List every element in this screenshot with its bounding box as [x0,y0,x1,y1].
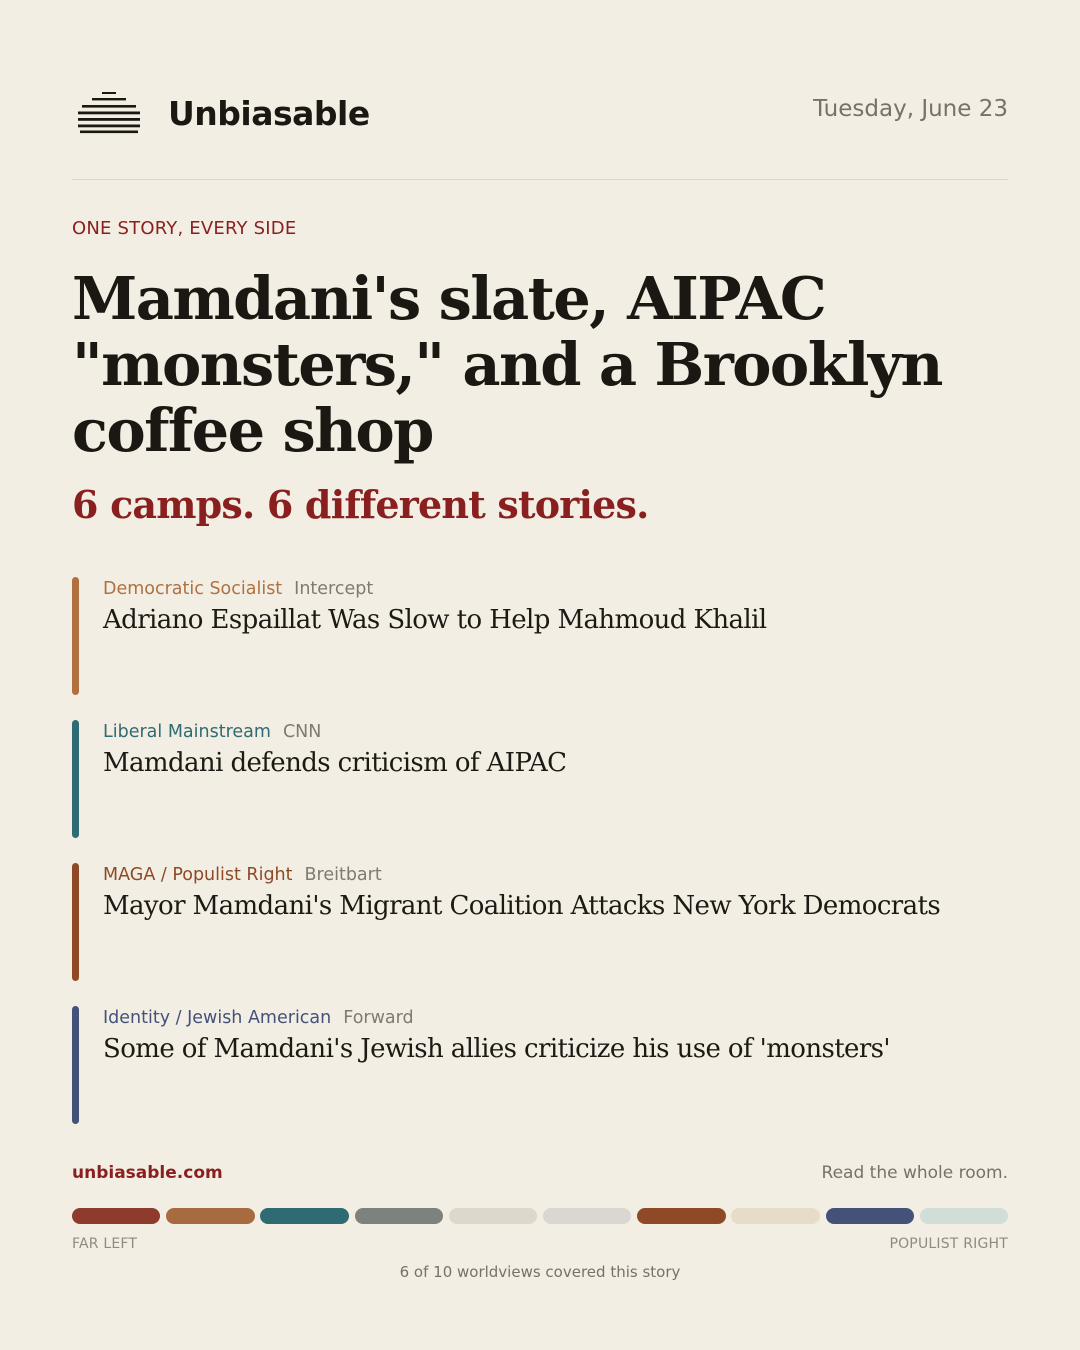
spectrum-left-label: FAR LEFT [72,1236,138,1252]
source-label: Breitbart [304,865,382,885]
spectrum-segment [355,1208,443,1224]
spectrum-segment [920,1208,1008,1224]
camp-label: MAGA / Populist Right [103,865,293,885]
headline: Mamdani's slate, AIPAC "monsters," and a Brooklyn coffee shop [72,264,942,465]
spectrum-segment [449,1208,537,1224]
camp-color-bar [72,863,79,981]
source-label: Forward [343,1008,414,1028]
header [72,88,1008,138]
source-label: CNN [282,722,322,742]
story-title[interactable]: Mayor Mamdani's Migrant Coalition Attacks New York Democrats [103,891,941,921]
spectrum-segment [637,1208,725,1224]
story-title[interactable]: Adriano Espaillat Was Slow to Help Mahmoud Khalil [103,605,767,635]
coverage-count: 6 of 10 worldviews covered this story [399,1263,681,1281]
camp-label: Identity / Jewish American [103,1008,332,1028]
page [72,0,1008,1350]
camp-label: Liberal Mainstream [103,722,271,742]
story-card[interactable] [72,577,1008,695]
spectrum-segment [543,1208,631,1224]
story-card[interactable] [72,863,1008,981]
spectrum-segment [260,1208,348,1224]
date-label: Tuesday, June 23 [813,96,1008,122]
story-meta [103,865,382,885]
worldview-spectrum [72,1208,1008,1224]
source-label: Intercept [294,579,374,599]
spectrum-segment [166,1208,254,1224]
story-title[interactable]: Some of Mamdani's Jewish allies criticize his use of 'monsters' [103,1034,890,1064]
stacked-lines-icon [78,90,140,134]
tagline: Read the whole room. [821,1163,1008,1183]
kicker: ONE STORY, EVERY SIDE [72,218,297,239]
story-card[interactable] [72,1006,1008,1124]
spectrum-segment [731,1208,819,1224]
subhead: 6 camps. 6 different stories. [72,482,649,527]
camp-label: Democratic Socialist [103,579,283,599]
spectrum-right-label: POPULIST RIGHT [889,1236,1008,1252]
story-card[interactable] [72,720,1008,838]
camp-color-bar [72,1006,79,1124]
camp-color-bar [72,577,79,695]
spectrum-segment [826,1208,914,1224]
site-url-link[interactable]: unbiasable.com [72,1163,223,1183]
story-meta [103,722,321,742]
story-meta [103,1008,414,1028]
brand-name[interactable]: Unbiasable [168,94,370,133]
camp-color-bar [72,720,79,838]
story-title[interactable]: Mamdani defends criticism of AIPAC [103,748,567,778]
header-divider [72,179,1008,180]
spectrum-segment [72,1208,160,1224]
story-meta [103,579,373,599]
